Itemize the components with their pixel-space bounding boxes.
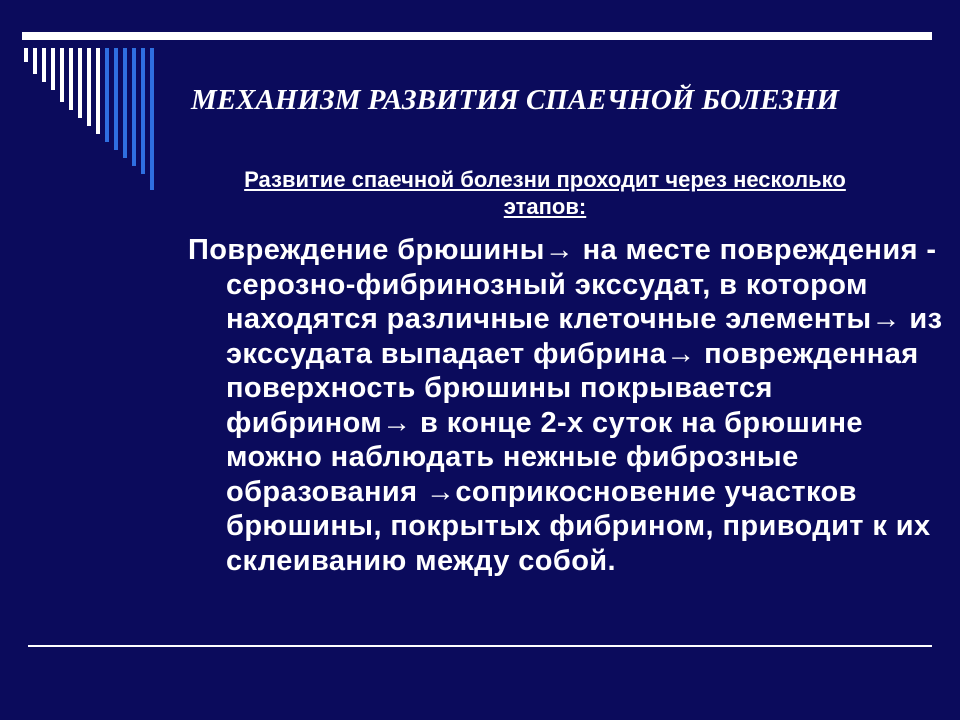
decor-stripe — [51, 48, 55, 90]
bottom-rule — [28, 645, 932, 647]
decor-stripe — [114, 48, 118, 150]
decor-stripe — [87, 48, 91, 126]
decor-stripe — [69, 48, 73, 110]
decor-stripe — [141, 48, 145, 174]
decor-stripe — [150, 48, 154, 190]
slide-title: МЕХАНИЗМ РАЗВИТИЯ СПАЕЧНОЙ БОЛЕЗНИ — [191, 84, 839, 116]
decor-stripe — [42, 48, 46, 82]
decor-stripe — [123, 48, 127, 158]
body-paragraph: Повреждение брюшины→ на месте повреждения - серозно-фибринозный экссудат, в котором находятся различные клеточные элементы→ из экссудата выпадает фибрина→ поврежденная поверхность брюшины покрывается фибрином→ в конце 2-х суток на брюшине можно наблюдать нежные фиброзные образования →соприкосновение участков брюшины, покрытых фибрином, приводит к их склеиванию между собой. — [188, 234, 943, 577]
decor-stripe — [24, 48, 28, 62]
decor-stripe — [33, 48, 37, 74]
decor-stripe — [78, 48, 82, 118]
decor-stripe — [132, 48, 136, 166]
decor-stripe — [105, 48, 109, 142]
slide-subtitle: Развитие спаечной болезни проходит через несколько этапов: — [244, 167, 846, 219]
decor-stripe — [96, 48, 100, 134]
decor-stripe — [60, 48, 64, 102]
top-rule — [22, 32, 932, 40]
